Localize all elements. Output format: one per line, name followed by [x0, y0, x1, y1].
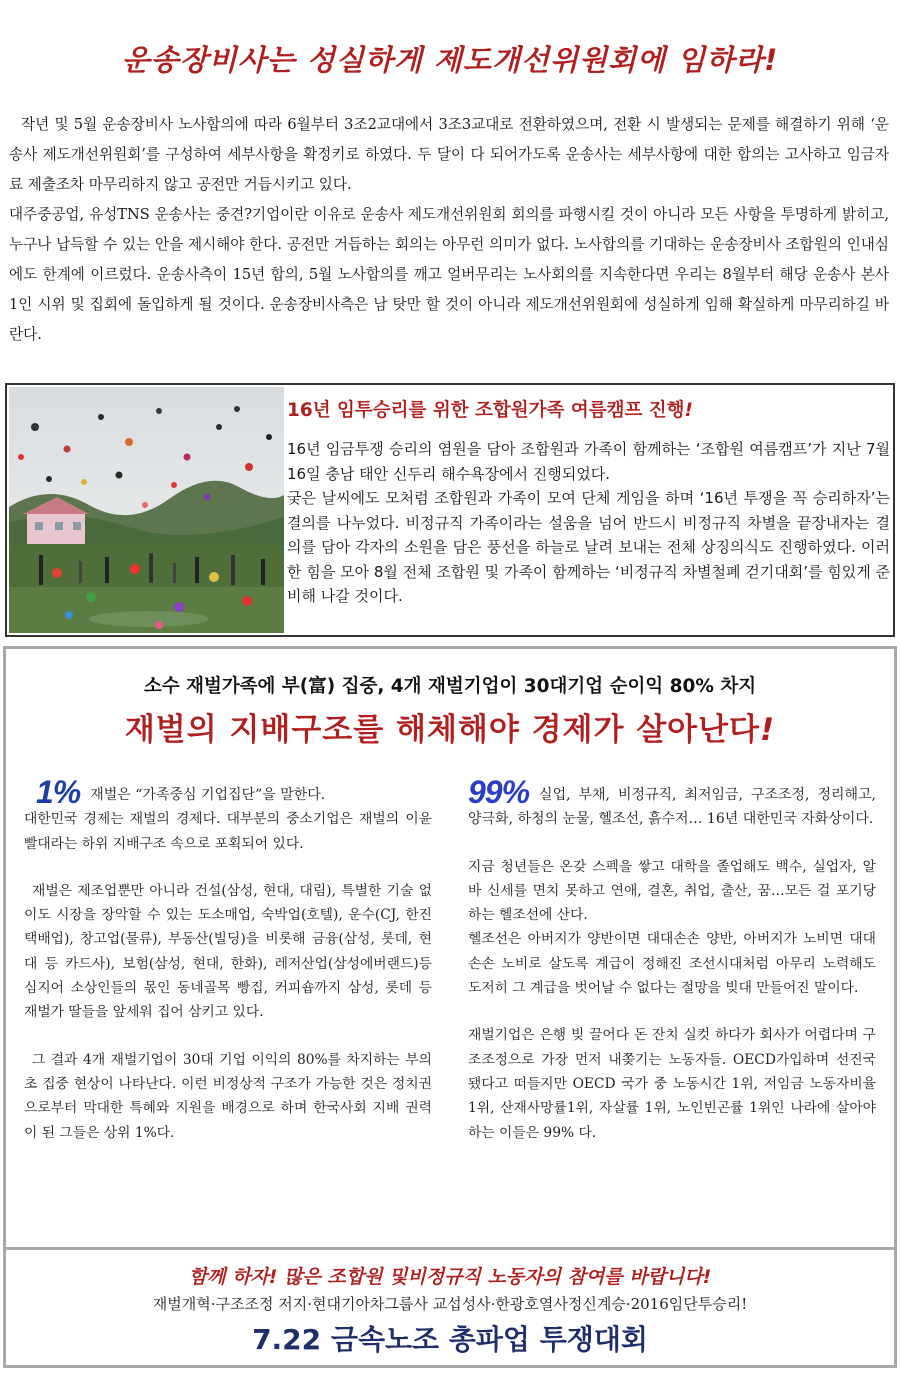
left-column — [24, 774, 432, 1145]
left-paragraph-1: 대한민국 경제는 재벌의 경제다. 대부분의 중소기업은 재벌의 이윤 빨대라는 하위 지배구조 속으로 포획되어 있다. — [24, 811, 432, 852]
camp-paragraph-2: 궂은 날씨에도 모처럼 조합원과 가족이 모여 단체 게임을 하며 ‘16년 투쟁을 꼭 승리하자’는 결의를 나누었다. 비정규직 가족이라는 설움을 넘어 반드시 비정규직 차별을 끝장내자는 결의를 담아 각자의 소원을 담은 풍선을 하늘로 날려 보내는 전체 상징의식도 진행하였다. 이러한 힘을 모아 8월 전체 조합원 및 가족이 함께하는 ‘비정규직 차별철폐 걷기대회’를 힘있게 준비해 나갈 것이다. — [287, 489, 890, 605]
right-lead-text: 실업, 부채, 비정규직, 최저임금, 구조조정, 정리해고, 양극화, 하청의 눈물, 헬조선, 흙수저… 16년 대한민국 자화상이다. — [468, 787, 876, 828]
camp-paragraph-1: 16년 임금투쟁 승리의 염원을 담아 조합원과 가족이 함께하는 ‘조합원 여름캠프’가 지난 7월 16일 충남 태안 신두리 해수욕장에서 진행되었다. — [287, 440, 890, 483]
right-paragraph-3: 재벌기업은 은행 빚 끌어다 돈 잔치 실컷 하다가 회사가 어렵다며 구조조정으로 가장 먼저 내쫒기는 노동자들. OECD가입하며 선진국 됐다고 떠들지만 OECD 국가 중 노동시간 1위, 저임금 노동자비율 1위, 산재사망률1위, 자살률 1위, 노인빈곤률 1위인 나라에 살아야 하는 이들은 99% 다. — [468, 1027, 876, 1141]
one-percent-label: 1% — [36, 774, 81, 810]
chaebol-subheadline: 소수 재벌가족에 부(富) 집중, 4개 재벌기업이 30대기업 순이익 80% 차지 — [143, 676, 757, 697]
chaebol-headline-text: 재벌의 지배구조를 해체해야 경제가 살아난다 — [124, 712, 760, 748]
notice-headline: 운송장비사는 성실하게 제도개선위원회에 임하라! — [121, 43, 779, 77]
right-lead — [468, 774, 876, 832]
notice-body — [9, 110, 889, 350]
right-paragraph-1: 지금 청년들은 온갖 스펙을 쌓고 대학을 졸업해도 백수, 실업자, 알바 신세를 면치 못하고 연애, 결혼, 취업, 출산, 꿈…모든 걸 포기당하는 헬조선에 산다. — [468, 858, 876, 924]
camp-title-mark: ! — [684, 400, 693, 421]
balloon-field-photo — [9, 387, 284, 633]
camp-title-text: 16년 임투승리를 위한 조합원가족 여름캠프 진행 — [287, 400, 685, 421]
footer-event: 7.22 금속노조 총파업 투쟁대회 — [252, 1323, 648, 1356]
left-paragraph-2: 재벌은 제조업뿐만 아니라 건설(삼성, 현대, 대림), 특별한 기술 없이도 시장을 장악할 수 있는 도소매업, 숙박업(호텔), 운수(CJ, 한진 택배업), 창고업(물류), 부동산(빌딩)을 비롯해 금융(삼성, 롯데, 현대 등 카드사), 보험(삼성, 현대, 한화), 레저산업(삼성에버랜드)등 심지어 소상인들의 몫인 동네골목 빵집, 커피숍까지 삼성, 롯데 등 재벌가 딸들을 앞세워 집어 삼키고 있다. — [24, 882, 432, 1021]
left-lead-text: 재벌은 “가족중심 기업집단”을 말한다. — [90, 787, 326, 803]
notice-section — [0, 0, 900, 372]
chaebol-headline — [0, 704, 900, 749]
camp-body — [287, 437, 890, 609]
right-column — [468, 774, 876, 1145]
chaebol-headline-mark: ! — [760, 712, 776, 748]
camp-photo — [9, 387, 284, 633]
left-lead — [24, 774, 432, 810]
footer-divider — [3, 1247, 897, 1250]
left-paragraph-3: 그 결과 4개 재벌기업이 30대 기업 이익의 80%를 차지하는 부의 초 집중 현상이 나타난다. 이런 비정상적 구조가 가능한 것은 정치권으로부터 막대한 특혜와 지원을 배경으로 하며 한국사회 지배 권력이 된 그들은 상위 1%다. — [24, 1051, 432, 1141]
camp-title — [287, 396, 693, 422]
ninety-nine-percent-label: 99% — [468, 774, 530, 810]
footer-call: 함께 하자! 많은 조합원 및비정규직 노동자의 참여를 바랍니다! — [188, 1266, 712, 1288]
right-paragraph-2: 헬조선은 아버지가 양반이면 대대손손 양반, 아버지가 노비면 대대손손 노비로 살도록 계급이 정해진 조선시대처럼 아무리 노력해도 도저히 그 계급을 벗어날 수 없다는 절망을 빚대 만들어진 말이다. — [468, 931, 876, 997]
footer-demands: 재벌개혁·구조조정 저지·현대기아차그룹사 교섭성사·한광호열사정신계승·2016임단투승리! — [152, 1295, 748, 1313]
notice-paragraph-1: 작년 및 5월 운송장비사 노사합의에 따라 6월부터 3조2교대에서 3조3교대로 전환하였으며, 전환 시 발생되는 문제를 해결하기 위해 ‘운송사 제도개선위원회’를 구성하여 세부사항을 확정키로 하였다. 두 달이 다 되어가도록 운송사는 세부사항에 대한 합의는 고사하고 임금자료 제출조차 마무리하지 않고 공전만 거듭시키고 있다. — [9, 116, 889, 193]
notice-paragraph-2: 대주중공업, 유성TNS 운송사는 중견?기업이란 이유로 운송사 제도개선위원회 회의를 파행시킬 것이 아니라 모든 사항을 투명하게 밝히고, 누구나 납득할 수 있는 안을 제시해야 한다. 공전만 거듭하는 회의는 아무런 의미가 없다. 노사합의를 기대하는 운송장비사 조합원의 인내심에도 한계에 이르렀다. 운송사측이 15년 합의, 5월 노사합의를 깨고 얼버무리는 노사회의를 지속한다면 우리는 8월부터 해당 운송사 본사 1인 시위 및 집회에 돌입하게 될 것이다. 운송장비사측은 남 탓만 할 것이 아니라 제도개선위원회에 성실하게 임해 확실하게 마무리하길 바란다. — [9, 206, 889, 343]
